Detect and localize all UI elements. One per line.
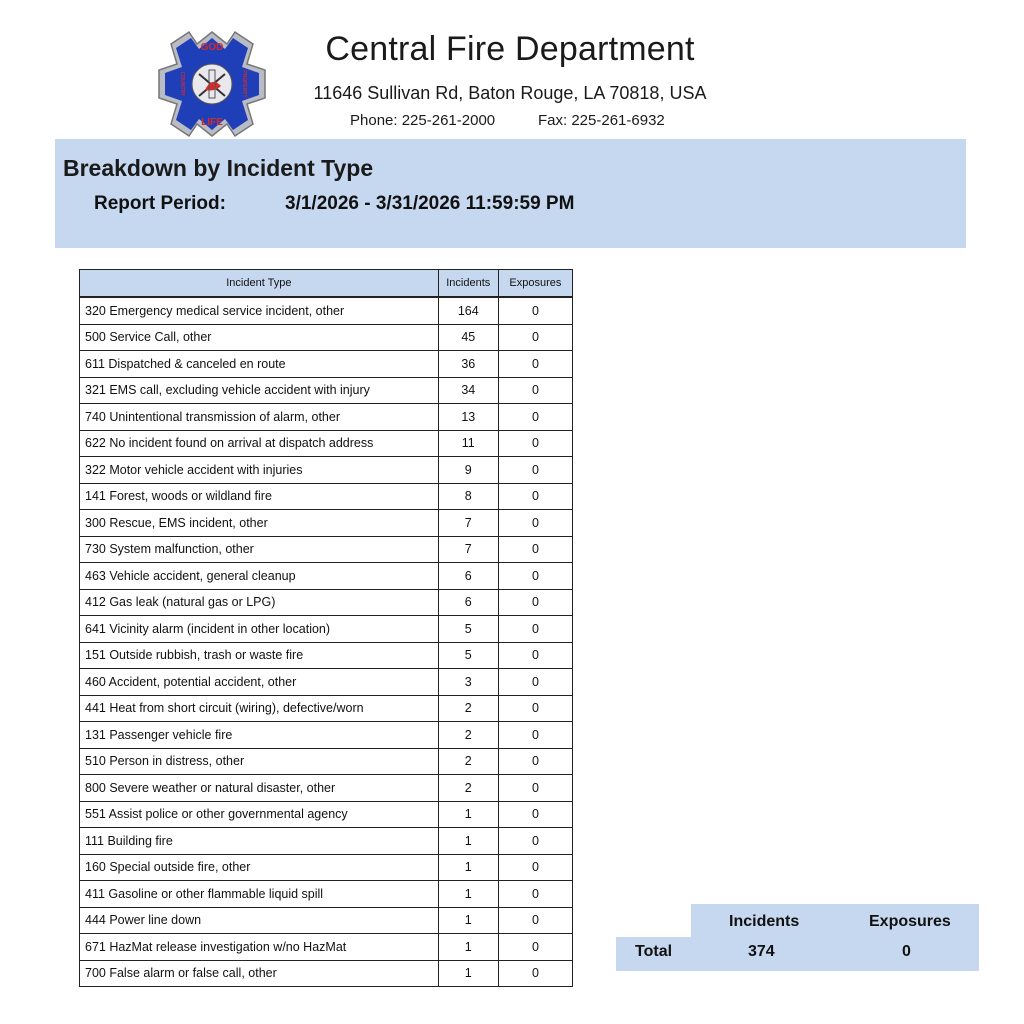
exposures-count-cell: 0 (498, 907, 572, 934)
incidents-count-cell: 13 (438, 404, 498, 431)
exposures-count-cell: 0 (498, 642, 572, 669)
exposures-count-cell: 0 (498, 695, 572, 722)
maltese-cross-icon (157, 30, 267, 138)
incident-type-cell: 411 Gasoline or other flammable liquid spill (80, 881, 439, 908)
logo-motto-right: PROPERTY (241, 70, 247, 98)
department-logo (157, 30, 267, 138)
incident-type-cell: 131 Passenger vehicle fire (80, 722, 439, 749)
incident-type-cell: 160 Special outside fire, other (80, 854, 439, 881)
table-row (80, 351, 573, 378)
exposures-count-cell: 0 (498, 960, 572, 987)
department-address: 11646 Sullivan Rd, Baton Rouge, LA 70818, USA (313, 83, 707, 103)
incidents-count-cell: 7 (438, 510, 498, 537)
incidents-count-cell: 1 (438, 907, 498, 934)
incidents-count-cell: 1 (438, 934, 498, 961)
report-period-value: 3/1/2026 - 3/31/2026 11:59:59 PM (285, 193, 575, 214)
incident-type-cell: 622 No incident found on arrival at dispatch address (80, 430, 439, 457)
exposures-count-cell: 0 (498, 801, 572, 828)
exposures-count-cell: 0 (498, 457, 572, 484)
incident-type-cell: 641 Vicinity alarm (incident in other location) (80, 616, 439, 643)
exposures-count-cell: 0 (498, 722, 572, 749)
table-row (80, 616, 573, 643)
incidents-count-cell: 36 (438, 351, 498, 378)
incident-type-cell: 111 Building fire (80, 828, 439, 855)
phone-number: Phone: 225-261-2000 (350, 112, 496, 129)
exposures-count-cell: 0 (498, 297, 572, 324)
table-row (80, 907, 573, 934)
table-row (80, 510, 573, 537)
incident-type-cell: 730 System malfunction, other (80, 536, 439, 563)
incident-type-cell: 320 Emergency medical service incident, other (80, 297, 439, 324)
table-row (80, 934, 573, 961)
incident-type-cell: 510 Person in distress, other (80, 748, 439, 775)
report-title: Breakdown by Incident Type (63, 155, 374, 181)
column-header-incident-type: Incident Type (80, 270, 439, 298)
incidents-count-cell: 1 (438, 828, 498, 855)
incident-type-cell: 700 False alarm or false call, other (80, 960, 439, 987)
incidents-count-cell: 1 (438, 960, 498, 987)
incident-type-cell: 671 HazMat release investigation w/no HazMat (80, 934, 439, 961)
incidents-count-cell: 2 (438, 748, 498, 775)
table-row (80, 669, 573, 696)
incidents-count-cell: 8 (438, 483, 498, 510)
table-row (80, 748, 573, 775)
table-row (80, 960, 573, 987)
exposures-count-cell: 0 (498, 748, 572, 775)
logo-motto-top: GOD (200, 42, 224, 53)
incident-type-cell: 740 Unintentional transmission of alarm, other (80, 404, 439, 431)
table-row (80, 854, 573, 881)
totals-exposures-value: 0 (902, 943, 911, 960)
incident-type-cell: 141 Forest, woods or wildland fire (80, 483, 439, 510)
table-row (80, 775, 573, 802)
incidents-count-cell: 2 (438, 722, 498, 749)
incidents-count-cell: 6 (438, 563, 498, 590)
exposures-count-cell: 0 (498, 669, 572, 696)
exposures-count-cell: 0 (498, 324, 572, 351)
totals-exposures-header: Exposures (869, 913, 951, 930)
table-row (80, 483, 573, 510)
totals-incidents-header: Incidents (729, 913, 800, 930)
report-period-label: Report Period: (94, 193, 226, 214)
incident-type-cell: 412 Gas leak (natural gas or LPG) (80, 589, 439, 616)
incidents-count-cell: 164 (438, 297, 498, 324)
incidents-count-cell: 1 (438, 854, 498, 881)
table-row (80, 695, 573, 722)
table-row (80, 801, 573, 828)
incidents-count-cell: 9 (438, 457, 498, 484)
exposures-count-cell: 0 (498, 430, 572, 457)
exposures-count-cell: 0 (498, 563, 572, 590)
incidents-count-cell: 3 (438, 669, 498, 696)
incident-type-cell: 321 EMS call, excluding vehicle accident with injury (80, 377, 439, 404)
exposures-count-cell: 0 (498, 536, 572, 563)
incidents-count-cell: 1 (438, 881, 498, 908)
table-row (80, 457, 573, 484)
incidents-count-cell: 1 (438, 801, 498, 828)
incidents-count-cell: 7 (438, 536, 498, 563)
incident-type-cell: 500 Service Call, other (80, 324, 439, 351)
incidents-count-cell: 5 (438, 642, 498, 669)
table-row (80, 563, 573, 590)
incident-type-cell: 463 Vehicle accident, general cleanup (80, 563, 439, 590)
incidents-count-cell: 11 (438, 430, 498, 457)
incident-type-table (79, 269, 573, 987)
table-row (80, 881, 573, 908)
exposures-count-cell: 0 (498, 881, 572, 908)
incident-type-cell: 300 Rescue, EMS incident, other (80, 510, 439, 537)
incidents-count-cell: 2 (438, 695, 498, 722)
incident-type-cell: 460 Accident, potential accident, other (80, 669, 439, 696)
incident-type-cell: 444 Power line down (80, 907, 439, 934)
fax-number: Fax: 225-261-6932 (538, 112, 665, 129)
logo-motto-left: COUNTRY (179, 71, 185, 97)
exposures-count-cell: 0 (498, 775, 572, 802)
incident-type-cell: 551 Assist police or other governmental agency (80, 801, 439, 828)
table-row (80, 536, 573, 563)
table-body (80, 297, 573, 987)
table-row (80, 377, 573, 404)
exposures-count-cell: 0 (498, 854, 572, 881)
table-header-row (80, 270, 573, 298)
incident-type-cell: 611 Dispatched & canceled en route (80, 351, 439, 378)
exposures-count-cell: 0 (498, 483, 572, 510)
totals-summary (616, 904, 979, 971)
table-row (80, 404, 573, 431)
column-header-incidents: Incidents (438, 270, 498, 298)
exposures-count-cell: 0 (498, 934, 572, 961)
totals-label: Total (635, 943, 673, 960)
table-row (80, 722, 573, 749)
exposures-count-cell: 0 (498, 616, 572, 643)
exposures-count-cell: 0 (498, 351, 572, 378)
incidents-count-cell: 34 (438, 377, 498, 404)
incidents-count-cell: 5 (438, 616, 498, 643)
exposures-count-cell: 0 (498, 377, 572, 404)
table-row (80, 589, 573, 616)
report-header-band (55, 139, 966, 248)
exposures-count-cell: 0 (498, 510, 572, 537)
logo-motto-bottom: LIFE (201, 117, 223, 128)
incident-type-cell: 322 Motor vehicle accident with injuries (80, 457, 439, 484)
table-row (80, 430, 573, 457)
table-row (80, 828, 573, 855)
incident-type-cell: 441 Heat from short circuit (wiring), defective/worn (80, 695, 439, 722)
column-header-exposures: Exposures (498, 270, 572, 298)
department-name: Central Fire Department (325, 30, 695, 68)
table-row (80, 642, 573, 669)
exposures-count-cell: 0 (498, 828, 572, 855)
incidents-count-cell: 6 (438, 589, 498, 616)
incidents-count-cell: 45 (438, 324, 498, 351)
exposures-count-cell: 0 (498, 589, 572, 616)
table-row (80, 297, 573, 324)
incident-type-cell: 800 Severe weather or natural disaster, other (80, 775, 439, 802)
incident-type-cell: 151 Outside rubbish, trash or waste fire (80, 642, 439, 669)
incidents-count-cell: 2 (438, 775, 498, 802)
exposures-count-cell: 0 (498, 404, 572, 431)
totals-incidents-value: 374 (748, 943, 775, 960)
table-row (80, 324, 573, 351)
